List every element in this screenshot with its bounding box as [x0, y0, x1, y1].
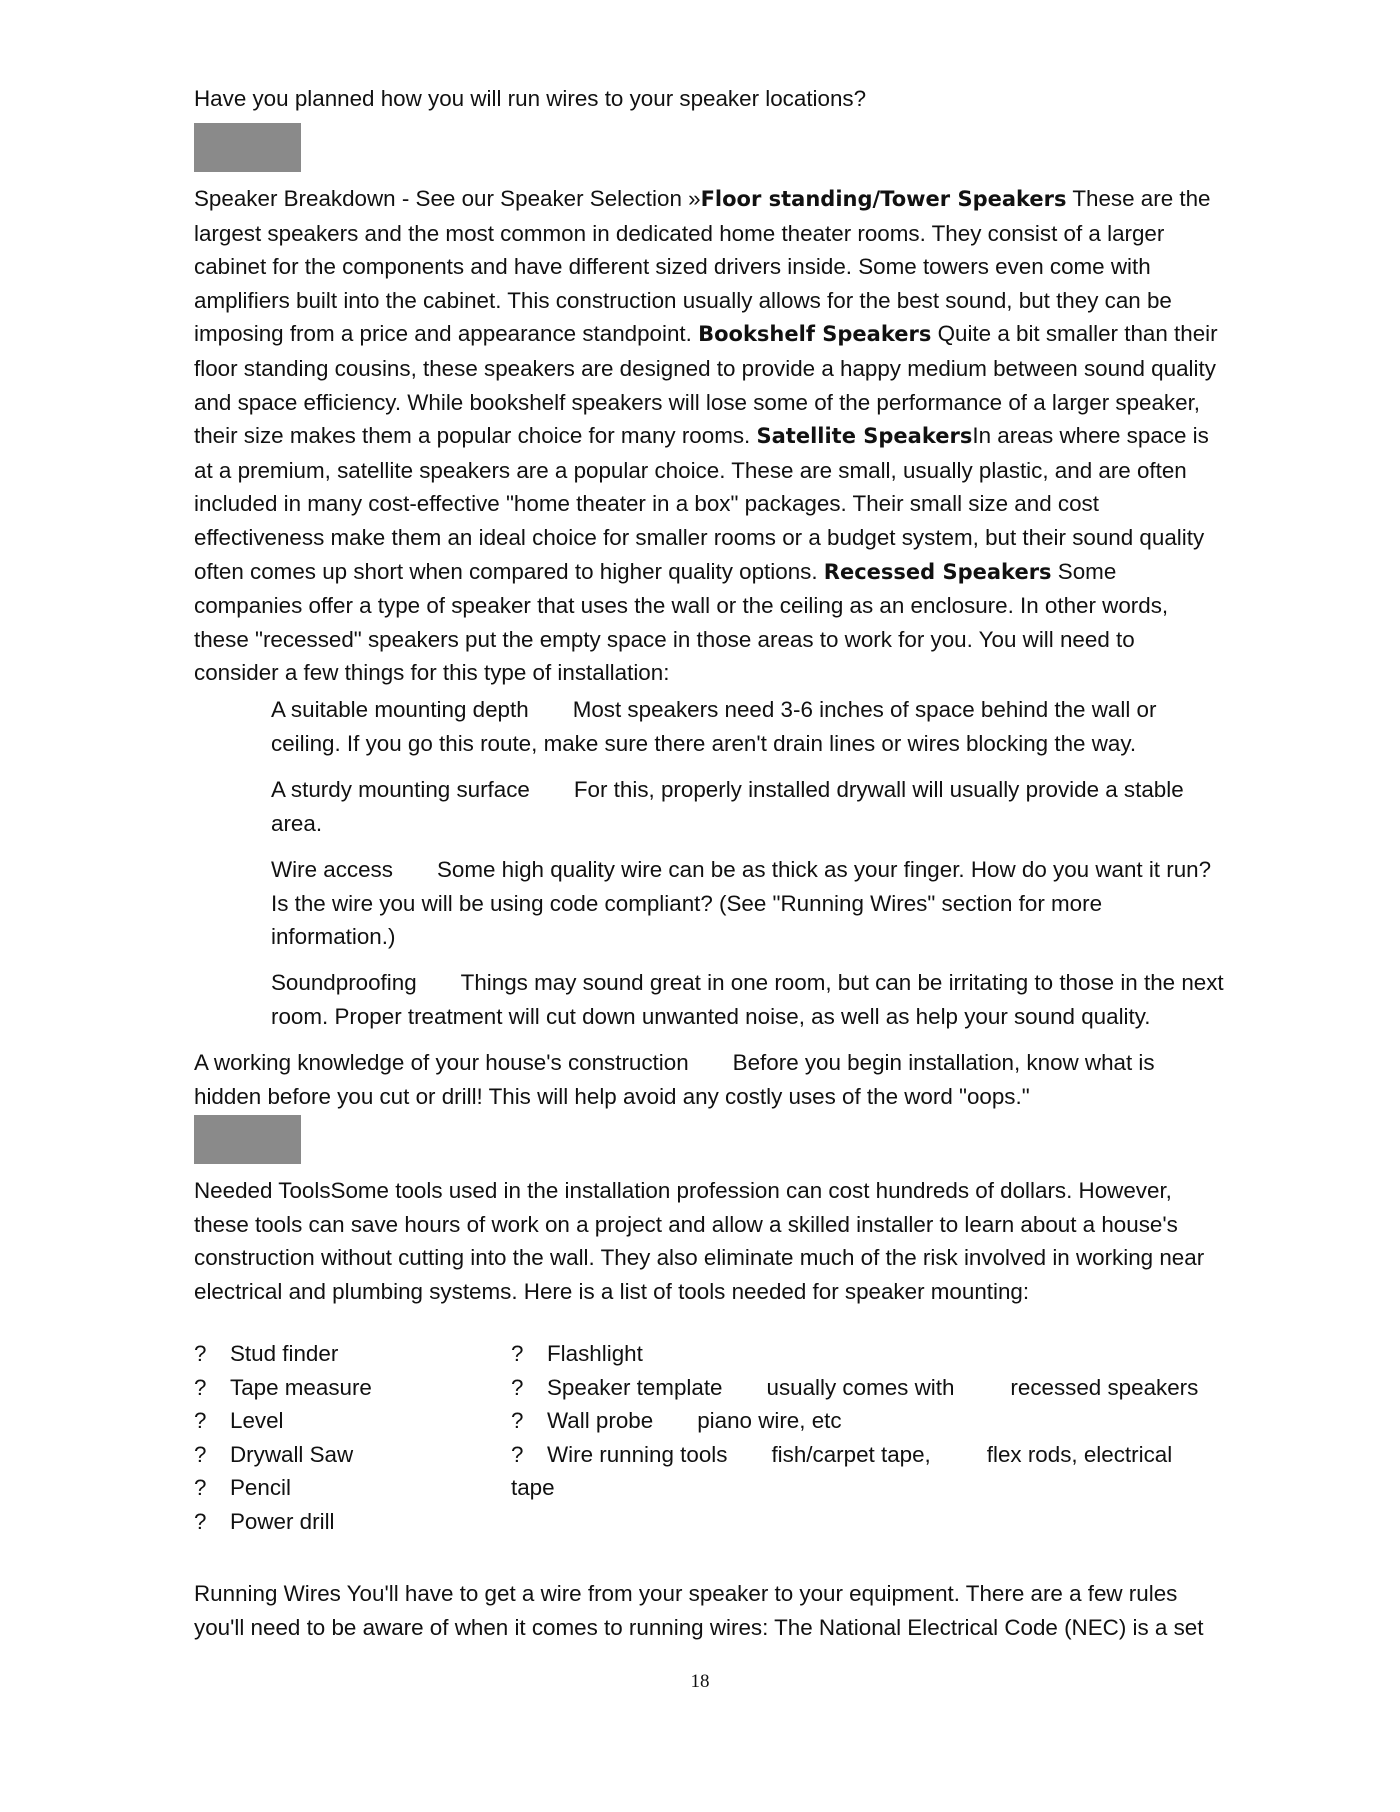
bullet-marker: ? — [194, 1441, 207, 1467]
tool-name: Power drill — [230, 1508, 335, 1534]
list-item — [511, 1337, 1231, 1371]
bookshelf-speakers-heading: Bookshelf Speakers — [698, 322, 932, 347]
tool-name: Drywall Saw — [230, 1441, 354, 1467]
tool-name: Level — [230, 1408, 284, 1434]
tools-list-right — [511, 1337, 1231, 1505]
list-item — [194, 1337, 494, 1371]
image-placeholder-1 — [194, 123, 301, 172]
speaker-breakdown-paragraph — [194, 182, 1224, 690]
tool-note: usually comes with — [766, 1374, 955, 1400]
intro-question: Have you planned how you will run wires to your speaker locations? — [194, 86, 867, 111]
satellite-speakers-heading: Satellite Speakers — [756, 424, 973, 449]
list-item — [511, 1438, 1231, 1472]
working-knowledge-text: Before you begin installation, know what is hidden before you cut or drill! This will help avoid any costly uses of the word "oops." — [194, 1050, 1155, 1109]
consideration-text: Some high quality wire can be as thick as your finger. How do you want it run? Is the wire you will be using code compliant? (See "Running Wires" section for more information.) — [271, 857, 1212, 950]
consideration-item — [271, 853, 1226, 954]
consideration-item — [271, 966, 1226, 1033]
satellite-speakers-text: In areas where space is at a premium, satellite speakers are a popular choice. These are small, usually plastic, and are often included in many cost-effective "home theater in a box" packages. Their small size and cost effectiveness make them an ideal choice for smaller rooms or a budget system, but their sound quality often comes up short when compared to higher quality options. — [194, 423, 1209, 584]
tool-name: Stud finder — [230, 1341, 339, 1366]
list-item — [194, 1404, 494, 1438]
tool-note: fish/carpet tape, — [771, 1441, 931, 1467]
consideration-item — [271, 773, 1226, 840]
bookshelf-speakers-text: Quite a bit smaller than their floor standing cousins, these speakers are designed to provide a happy medium between sound quality and space efficiency. While bookshelf speakers will lose some of the performance of a larger speaker, their size makes them a popular choice for many rooms. — [194, 321, 1218, 449]
tool-name: Tape measure — [230, 1374, 372, 1400]
consideration-term: Soundproofing — [271, 970, 417, 995]
list-item — [511, 1371, 1231, 1405]
bullet-marker: ? — [194, 1508, 207, 1534]
tool-name: Wall probe — [547, 1408, 654, 1434]
tool-name: Pencil — [230, 1475, 291, 1501]
consideration-text: Things may sound great in one room, but can be irritating to those in the next room. Proper treatment will cut down unwanted noise, as well as help your sound quality. — [271, 970, 1224, 1029]
consideration-text: Most speakers need 3-6 inches of space behind the wall or ceiling. If you go this route, make sure there aren't drain lines or wires blocking the way. — [271, 697, 1157, 756]
bullet-marker: ? — [511, 1408, 524, 1434]
tool-note: flex rods, electrical — [986, 1441, 1173, 1467]
bullet-marker: ? — [194, 1374, 207, 1400]
tool-name: Flashlight — [547, 1341, 643, 1366]
consideration-term: Wire access — [271, 857, 393, 882]
bullet-marker: ? — [511, 1374, 524, 1400]
tool-name: Wire running tools — [547, 1441, 728, 1467]
list-item-continuation — [511, 1471, 1231, 1505]
image-placeholder-2 — [194, 1115, 301, 1164]
bullet-marker: ? — [194, 1408, 207, 1434]
list-item — [194, 1371, 494, 1405]
consideration-term: A sturdy mounting surface — [271, 777, 530, 802]
list-item — [194, 1505, 494, 1539]
tools-list-left — [194, 1337, 494, 1539]
floor-speakers-heading: Floor standing/Tower Speakers — [700, 187, 1067, 211]
floor-speakers-text: These are the largest speakers and the most common in dedicated home theater rooms. They consist of a larger cabinet for the components and have different sized drivers inside. Some towers even come with amplifiers built into the cabinet. This construction usually allows for the best sound, but they can be imposing from a price and appearance standpoint. — [194, 186, 1211, 347]
tool-note: piano wire, etc — [697, 1408, 842, 1434]
working-knowledge-paragraph — [194, 1046, 1224, 1113]
consideration-term: A suitable mounting depth — [271, 697, 529, 722]
bullet-marker: ? — [194, 1341, 207, 1366]
working-knowledge-term: A working knowledge of your house's construction — [194, 1050, 689, 1075]
recessed-speakers-heading: Recessed Speakers — [823, 559, 1052, 584]
speaker-breakdown-lead: Speaker Breakdown - See our Speaker Selection » — [194, 186, 701, 211]
running-wires-paragraph: Running Wires You'll have to get a wire from your speaker to your equipment. There are a few rules you'll need to be aware of when it comes to running wires: The National Electrical Code (NEC) is a set — [194, 1581, 1204, 1640]
consideration-item — [271, 693, 1226, 760]
consideration-text: For this, properly installed drywall will usually provide a stable area. — [271, 777, 1184, 836]
recessed-speakers-text: Some companies offer a type of speaker that uses the wall or the ceiling as an enclosure. In other words, these "recessed" speakers put the empty space in those areas to work for you. You will need to consider a few things for this type of installation: — [194, 558, 1169, 686]
tool-note: recessed speakers — [1010, 1374, 1199, 1400]
tool-name: Speaker template — [547, 1374, 723, 1400]
bullet-marker: ? — [511, 1441, 524, 1467]
page-number: 18 — [690, 1671, 710, 1692]
list-item — [194, 1471, 494, 1505]
bullet-marker: ? — [194, 1475, 207, 1501]
bullet-marker: ? — [511, 1341, 524, 1366]
tool-note: tape — [511, 1475, 555, 1501]
list-item — [194, 1438, 494, 1472]
needed-tools-paragraph: Needed ToolsSome tools used in the installation profession can cost hundreds of dollars. However, these tools can save hours of work on a project and allow a skilled installer to learn about a house's construction without cutting into the wall. They also eliminate much of the risk involved in working near electrical and plumbing systems. Here is a list of tools needed for speaker mounting: — [194, 1178, 1205, 1304]
list-item — [511, 1404, 1231, 1438]
